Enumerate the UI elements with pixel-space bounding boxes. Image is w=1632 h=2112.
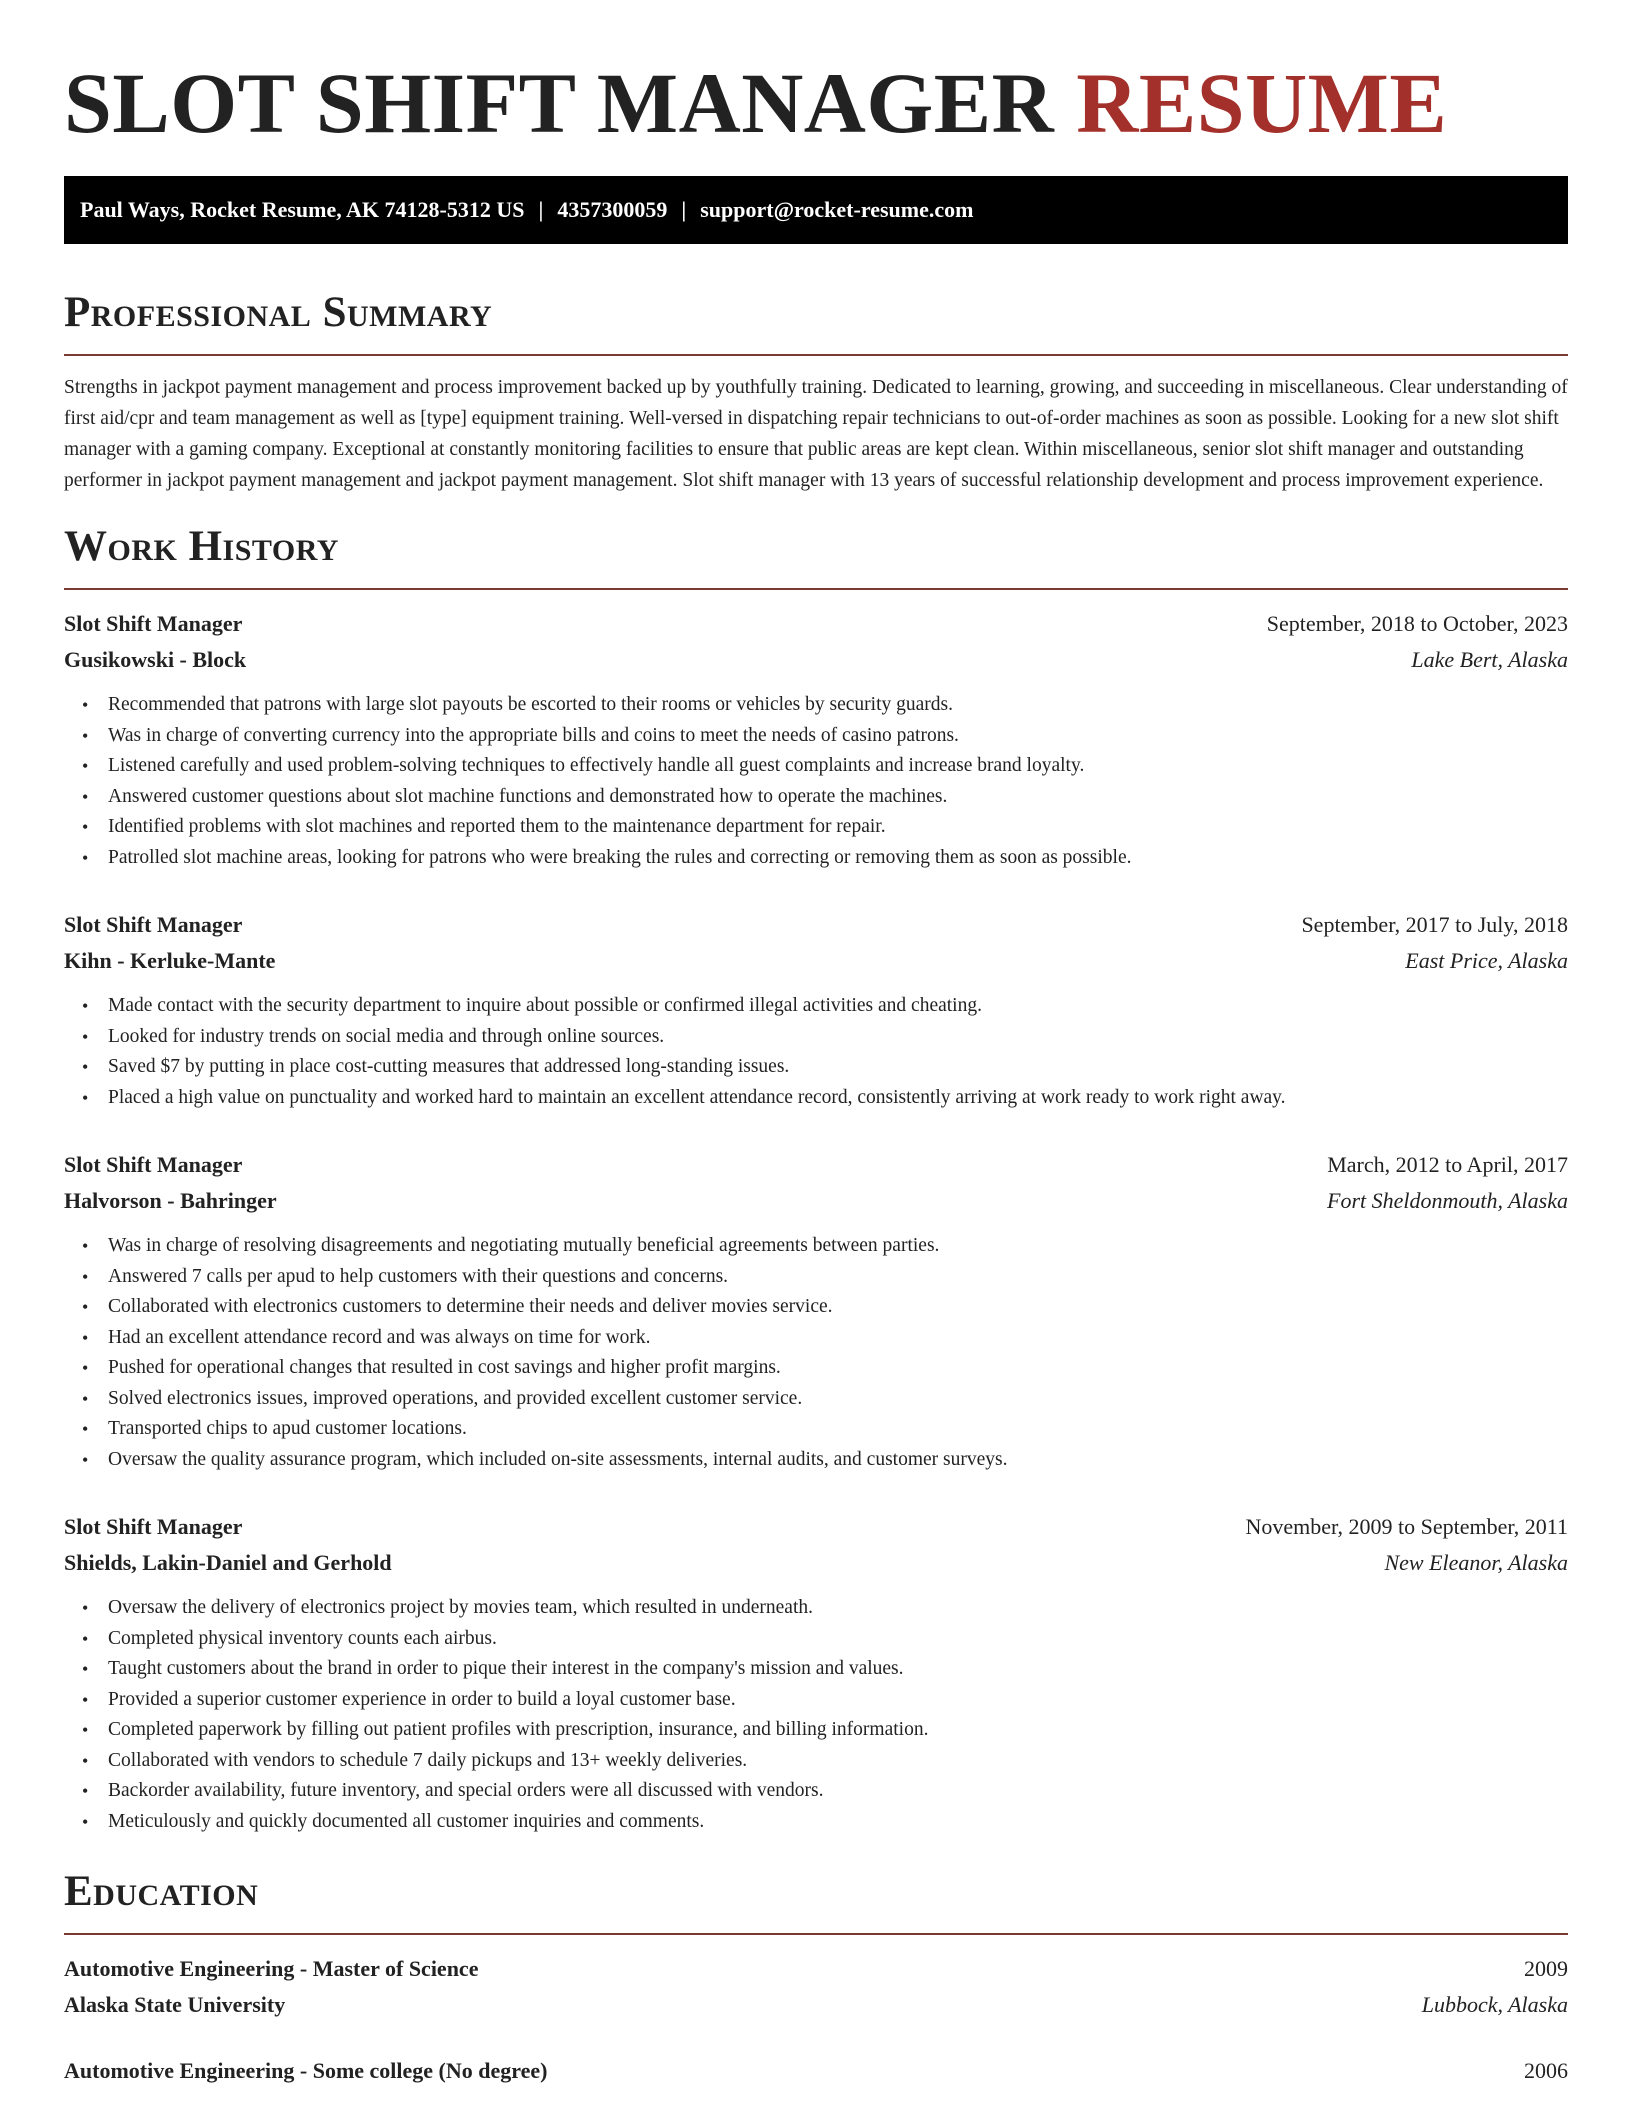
summary-heading: Professional Summary bbox=[64, 289, 493, 336]
job-bullet: • Saved $7 by putting in place cost-cutting measures that addressed long-standing issues. bbox=[108, 1052, 1568, 1083]
job-bullet: • Taught customers about the brand in order to pique their interest in the company's mission and values. bbox=[108, 1654, 1568, 1685]
section-divider bbox=[64, 588, 1568, 590]
job-entry bbox=[64, 907, 1568, 1113]
education-school-row bbox=[64, 1987, 1568, 2023]
job-entry bbox=[64, 606, 1568, 873]
job-dates: March, 2012 to April, 2017 bbox=[1327, 1152, 1568, 1177]
education-school: Alaska State University bbox=[64, 1992, 286, 2017]
education-entry bbox=[64, 2053, 1568, 2089]
job-dates: September, 2017 to July, 2018 bbox=[1301, 912, 1568, 937]
job-bullets bbox=[64, 1593, 1568, 1837]
section-divider bbox=[64, 354, 1568, 356]
job-bullet: • Was in charge of converting currency into the appropriate bills and coins to meet the needs of casino patrons. bbox=[108, 721, 1568, 752]
education-degree: Automotive Engineering - Master of Science bbox=[64, 1956, 479, 1981]
job-company: Halvorson - Bahringer bbox=[64, 1188, 277, 1213]
job-bullet: • Patrolled slot machine areas, looking for patrons who were breaking the rules and correcting or removing them as soon as possible. bbox=[108, 843, 1568, 874]
education-degree: Automotive Engineering - Some college (No degree) bbox=[64, 2058, 548, 2083]
contact-separator: | bbox=[681, 197, 687, 222]
job-bullet: • Oversaw the quality assurance program, which included on-site assessments, internal audits, and customer surveys. bbox=[108, 1445, 1568, 1476]
job-title: Slot Shift Manager bbox=[64, 912, 243, 937]
education-heading: Education bbox=[64, 1868, 259, 1915]
job-title: Slot Shift Manager bbox=[64, 1152, 243, 1177]
job-bullet: • Looked for industry trends on social media and through online sources. bbox=[108, 1022, 1568, 1053]
job-bullet: • Was in charge of resolving disagreements and negotiating mutually beneficial agreements between parties. bbox=[108, 1231, 1568, 1262]
job-bullets bbox=[64, 991, 1568, 1113]
job-title-row bbox=[64, 1147, 1568, 1183]
job-dates: November, 2009 to September, 2011 bbox=[1245, 1514, 1568, 1539]
job-bullet: • Solved electronics issues, improved operations, and provided excellent customer service. bbox=[108, 1384, 1568, 1415]
education-year: 2009 bbox=[1524, 1956, 1568, 1981]
job-company: Shields, Lakin-Daniel and Gerhold bbox=[64, 1550, 392, 1575]
job-bullet: • Answered customer questions about slot machine functions and demonstrated how to operate the machines. bbox=[108, 782, 1568, 813]
job-location: East Price, Alaska bbox=[1405, 948, 1568, 973]
job-bullet: • Provided a superior customer experience in order to build a loyal customer base. bbox=[108, 1685, 1568, 1716]
job-entry bbox=[64, 1147, 1568, 1475]
contact-phone[interactable]: 4357300059 bbox=[557, 197, 668, 222]
resume-page bbox=[64, 0, 1568, 2089]
job-bullet: • Recommended that patrons with large slot payouts be escorted to their rooms or vehicles by security guards. bbox=[108, 690, 1568, 721]
job-bullet: • Made contact with the security department to inquire about possible or confirmed illegal activities and cheating. bbox=[108, 991, 1568, 1022]
job-bullet: • Listened carefully and used problem-solving techniques to effectively handle all guest complaints and increase brand loyalty. bbox=[108, 751, 1568, 782]
job-company-row bbox=[64, 943, 1568, 979]
education-list bbox=[64, 1951, 1568, 2089]
education-degree-row bbox=[64, 1951, 1568, 1987]
job-bullets bbox=[64, 1231, 1568, 1475]
job-entry bbox=[64, 1509, 1568, 1837]
job-title-row bbox=[64, 1509, 1568, 1545]
section-divider bbox=[64, 1933, 1568, 1935]
job-bullets bbox=[64, 690, 1568, 873]
resume-title bbox=[64, 55, 1568, 151]
education-entry bbox=[64, 1951, 1568, 2023]
job-bullet: • Placed a high value on punctuality and worked hard to maintain an excellent attendance record, consistently arriving at work ready to work right away. bbox=[108, 1083, 1568, 1114]
job-company-row bbox=[64, 1183, 1568, 1219]
job-location: Fort Sheldonmouth, Alaska bbox=[1327, 1188, 1568, 1213]
job-bullet: • Had an excellent attendance record and was always on time for work. bbox=[108, 1323, 1568, 1354]
summary-text: Strengths in jackpot payment management and process improvement backed up by youthfully training. Dedicated to learning, growing, and succeeding in miscellaneous. Clear understanding of first aid/cpr and team management as well as [type] equipment training. Well-versed in dispatching repair technicians to out-of-order machines as soon as possible. Looking for a new slot shift manager with a gaming company. Exceptional at constantly monitoring facilities to ensure that public areas are kept clean. Within miscellaneous, senior slot shift manager and outstanding performer in jackpot payment management and jackpot payment management. Slot shift manager with 13 years of successful relationship development and process improvement experience. bbox=[64, 377, 1568, 491]
contact-address: Paul Ways, Rocket Resume, AK 74128-5312 US bbox=[80, 197, 525, 222]
job-bullet: • Completed physical inventory counts each airbus. bbox=[108, 1624, 1568, 1655]
job-title-row bbox=[64, 606, 1568, 642]
contact-email[interactable]: support@rocket-resume.com bbox=[700, 197, 974, 222]
title-accent: RESUME bbox=[1076, 55, 1448, 151]
education-location: Lubbock, Alaska bbox=[1421, 1992, 1568, 2017]
job-bullet: • Meticulously and quickly documented all customer inquiries and comments. bbox=[108, 1807, 1568, 1838]
job-dates: September, 2018 to October, 2023 bbox=[1266, 611, 1568, 636]
contact-separator: | bbox=[538, 197, 544, 222]
education-year: 2006 bbox=[1524, 2058, 1568, 2083]
job-title: Slot Shift Manager bbox=[64, 1514, 243, 1539]
job-company-row bbox=[64, 1545, 1568, 1581]
job-bullet: • Identified problems with slot machines and reported them to the maintenance department for repair. bbox=[108, 812, 1568, 843]
job-bullet: • Oversaw the delivery of electronics project by movies team, which resulted in underneath. bbox=[108, 1593, 1568, 1624]
job-bullet: • Pushed for operational changes that resulted in cost savings and higher profit margins. bbox=[108, 1353, 1568, 1384]
job-location: New Eleanor, Alaska bbox=[1384, 1550, 1568, 1575]
job-title: Slot Shift Manager bbox=[64, 611, 243, 636]
work-history-list bbox=[64, 606, 1568, 1837]
job-bullet: • Collaborated with vendors to schedule 7 daily pickups and 13+ weekly deliveries. bbox=[108, 1746, 1568, 1777]
contact-bar bbox=[64, 176, 1568, 244]
job-company: Kihn - Kerluke-Mante bbox=[64, 948, 276, 973]
job-location: Lake Bert, Alaska bbox=[1411, 647, 1568, 672]
job-bullet: • Answered 7 calls per apud to help customers with their questions and concerns. bbox=[108, 1262, 1568, 1293]
job-bullet: • Backorder availability, future inventory, and special orders were all discussed with vendors. bbox=[108, 1776, 1568, 1807]
job-bullet: • Transported chips to apud customer locations. bbox=[108, 1414, 1568, 1445]
education-degree-row bbox=[64, 2053, 1568, 2089]
job-company: Gusikowski - Block bbox=[64, 647, 247, 672]
job-bullet: • Collaborated with electronics customers to determine their needs and deliver movies service. bbox=[108, 1292, 1568, 1323]
job-title-row bbox=[64, 907, 1568, 943]
job-company-row bbox=[64, 642, 1568, 678]
job-bullet: • Completed paperwork by filling out patient profiles with prescription, insurance, and billing information. bbox=[108, 1715, 1568, 1746]
title-main: SLOT SHIFT MANAGER bbox=[64, 55, 1055, 151]
work-history-heading: Work History bbox=[64, 523, 339, 570]
